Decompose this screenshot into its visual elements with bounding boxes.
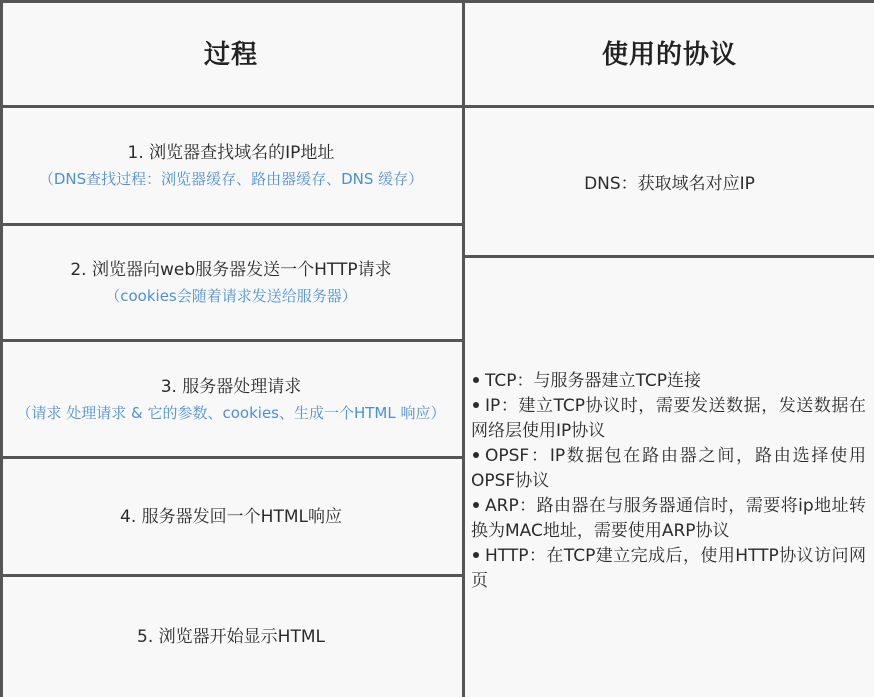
- step-1-note: （DNS查找过程：浏览器缓存、路由器缓存、DNS 缓存）: [38, 170, 424, 188]
- table-top-border: [0, 0, 874, 3]
- protocol-list: [471, 369, 866, 594]
- bullet-icon: [473, 452, 479, 458]
- step-row-2: [0, 226, 465, 342]
- header-process: [0, 0, 465, 108]
- protocol-item-opsf: OPSF：IP数据包在路由器之间，路由选择使用OPSF协议: [471, 446, 866, 491]
- step-row-4: [0, 459, 465, 577]
- protocol-item-arp: ARP：路由器在与服务器通信时，需要将ip地址转换为MAC地址，需要使用ARP协议: [471, 496, 866, 541]
- step-2-title: 2. 浏览器向web服务器发送一个HTTP请求: [70, 260, 392, 280]
- step-3-note: （请求 处理请求 & 它的参数、cookies、生成一个HTML 响应）: [16, 403, 446, 422]
- protocol-list-cell: [465, 258, 874, 697]
- bullet-icon: [473, 502, 479, 508]
- bullet-icon: [473, 402, 479, 408]
- bullet-icon: [473, 552, 479, 558]
- header-protocol-label: 使用的协议: [601, 40, 737, 70]
- protocol-item-http: HTTP：在TCP建立完成后，使用HTTP协议访问网页: [471, 546, 866, 591]
- table-left-border: [0, 0, 3, 697]
- step-3-title: 3. 服务器处理请求: [160, 376, 302, 397]
- protocol-dns-cell: [465, 108, 874, 258]
- step-row-1: [0, 108, 465, 226]
- step-row-3: [0, 342, 465, 459]
- step-row-5: [0, 577, 465, 697]
- protocol-item-ip: IP：建立TCP协议时，需要发送数据，发送数据在网络层使用IP协议: [471, 396, 866, 441]
- step-2-note: （cookies会随着请求发送给服务器）: [105, 287, 357, 305]
- protocol-item-tcp: TCP：与服务器建立TCP连接: [471, 369, 866, 394]
- protocol-dns-text: DNS：获取域名对应IP: [584, 174, 755, 194]
- step-5-title: 5. 浏览器开始显示HTML: [137, 627, 325, 647]
- header-protocol: [465, 0, 874, 108]
- step-1-title: 1. 浏览器查找域名的IP地址: [127, 143, 335, 163]
- header-process-label: 过程: [203, 40, 258, 70]
- bullet-icon: [473, 377, 479, 383]
- step-4-title: 4. 服务器发回一个HTML响应: [120, 506, 342, 527]
